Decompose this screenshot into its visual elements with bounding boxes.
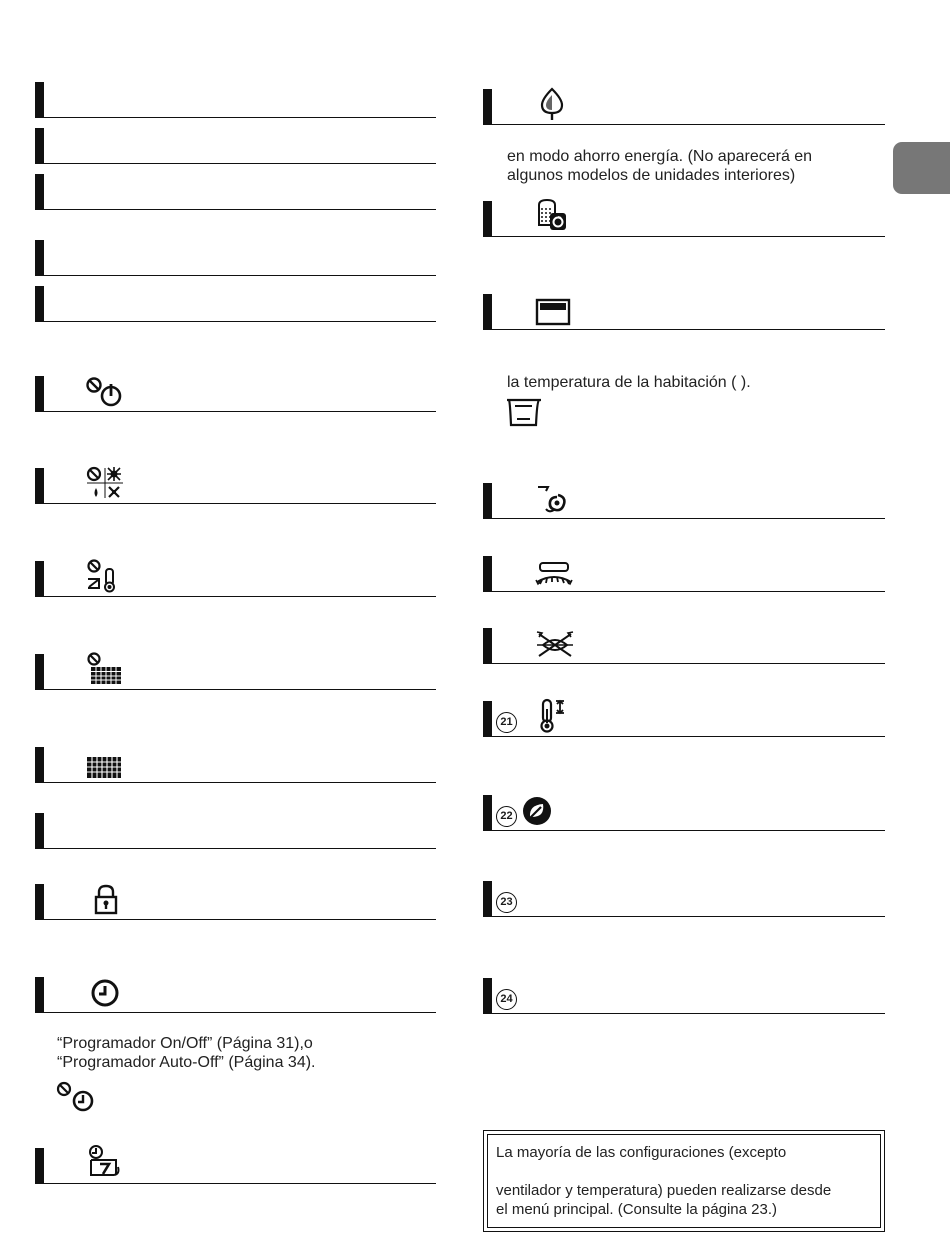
- weekly-prohibited-icon: [85, 652, 125, 686]
- section-bar: [483, 701, 492, 737]
- section-header-2: [35, 128, 436, 164]
- note-line-2: ventilador y temperatura) pueden realizarse desde: [496, 1182, 832, 1199]
- section-bar: [483, 628, 492, 664]
- section-rule: [35, 689, 436, 691]
- right-section-header-3: [483, 294, 885, 330]
- section-rule: [483, 663, 885, 665]
- section-header-14: [35, 1148, 436, 1184]
- right-section-header-6: [483, 628, 885, 664]
- section-bar: [35, 561, 44, 597]
- airflow-louver-icon: [533, 560, 575, 588]
- right-section-header-4: [483, 483, 885, 519]
- right-section-header-2: [483, 201, 885, 237]
- section-bar: [483, 881, 492, 917]
- section-rule: [35, 1183, 436, 1185]
- right-section-header-22: [483, 795, 885, 831]
- economy-leaf-icon: [539, 87, 565, 121]
- section-rule: [35, 411, 436, 413]
- section-rule: [35, 919, 436, 921]
- section-header-8: [35, 561, 436, 597]
- section-rule: [483, 736, 885, 738]
- mode-prohibited-icon: [85, 466, 125, 500]
- section-bar: [35, 376, 44, 412]
- vertical-horizontal-swing-icon: [535, 630, 575, 660]
- section-header-7: [35, 468, 436, 504]
- section-rule: [35, 321, 436, 323]
- economy-text-line2: algunos modelos de unidades interiores): [507, 167, 796, 184]
- room-temp-text: la temperatura de la habitación ( ).: [507, 374, 751, 391]
- section-rule: [35, 596, 436, 598]
- section-bar: [483, 978, 492, 1014]
- note-line-1: La mayoría de las configuraciones (excepto: [496, 1144, 787, 1161]
- section-bar: [483, 201, 492, 237]
- section-rule: [483, 124, 885, 126]
- section-rule: [483, 916, 885, 918]
- section-rule: [483, 1013, 885, 1015]
- timer-clock-icon: [89, 977, 121, 1009]
- timer-text-line2: “Programador Auto-Off” (Página 34).: [57, 1054, 316, 1071]
- economy-text-line1: en modo ahorro energía. (No aparecerá en: [507, 148, 813, 165]
- section-rule: [483, 236, 885, 238]
- timer-text-line1: “Programador On/Off” (Página 31),o: [57, 1035, 313, 1052]
- on-off-prohibited-icon: [85, 376, 125, 408]
- section-rule: [483, 591, 885, 593]
- section-rule: [35, 848, 436, 850]
- section-header-4: [35, 240, 436, 276]
- section-bar: [35, 174, 44, 210]
- lock-icon: [94, 884, 118, 916]
- section-rule: [35, 163, 436, 165]
- section-header-9: [35, 654, 436, 690]
- filter-maintenance-icon: [533, 197, 573, 233]
- section-bar: [35, 128, 44, 164]
- right-section-header-1: [483, 89, 885, 125]
- section-bar: [483, 89, 492, 125]
- section-bar: [483, 556, 492, 592]
- eco-badge-icon: [521, 795, 553, 827]
- remote-sensor-icon: [505, 398, 543, 428]
- weekly-calendar-icon: [87, 755, 123, 779]
- section-bar: [35, 747, 44, 783]
- section-header-6: [35, 376, 436, 412]
- section-rule: [483, 329, 885, 331]
- section-bar: [35, 654, 44, 690]
- note-box: [483, 1130, 885, 1232]
- section-bar: [483, 795, 492, 831]
- section-rule: [35, 275, 436, 277]
- section-bar: [483, 483, 492, 519]
- section-header-3: [35, 174, 436, 210]
- section-rule: [35, 503, 436, 505]
- right-section-header-23: [483, 881, 885, 917]
- section-bar: [35, 1148, 44, 1184]
- note-box-inner: [487, 1134, 881, 1228]
- section-tab: [893, 142, 950, 194]
- section-rule: [483, 830, 885, 832]
- swing-fan-icon: [535, 483, 571, 515]
- section-bar: [35, 977, 44, 1013]
- section-rule: [35, 1012, 436, 1014]
- section-bar: [35, 813, 44, 849]
- section-rule: [35, 117, 436, 119]
- note-line-3: el menú principal. (Consulte la página 23.): [496, 1201, 777, 1218]
- section-header-11: [35, 813, 436, 849]
- section-rule: [35, 209, 436, 211]
- timer-prohibited-icon: [56, 1081, 98, 1113]
- display-rectangle-icon: [535, 298, 571, 326]
- item-number-21: 21: [496, 712, 517, 733]
- section-header-10: [35, 747, 436, 783]
- section-header-12: [35, 884, 436, 920]
- section-bar: [35, 286, 44, 322]
- section-header-13: [35, 977, 436, 1013]
- right-section-header-24: [483, 978, 885, 1014]
- weekly-timer-icon: [87, 1144, 123, 1180]
- item-number-23: 23: [496, 892, 517, 913]
- section-rule: [483, 518, 885, 520]
- section-rule: [35, 782, 436, 784]
- section-header-5: [35, 286, 436, 322]
- right-section-header-5: [483, 556, 885, 592]
- item-number-24: 24: [496, 989, 517, 1010]
- section-bar: [35, 884, 44, 920]
- section-bar: [35, 240, 44, 276]
- item-number-22: 22: [496, 806, 517, 827]
- section-bar: [483, 294, 492, 330]
- temperature-prohibited-icon: [85, 559, 125, 593]
- temperature-range-icon: [537, 697, 569, 733]
- section-bar: [35, 468, 44, 504]
- section-bar: [35, 82, 44, 118]
- section-header-1: [35, 82, 436, 118]
- right-section-header-21: [483, 701, 885, 737]
